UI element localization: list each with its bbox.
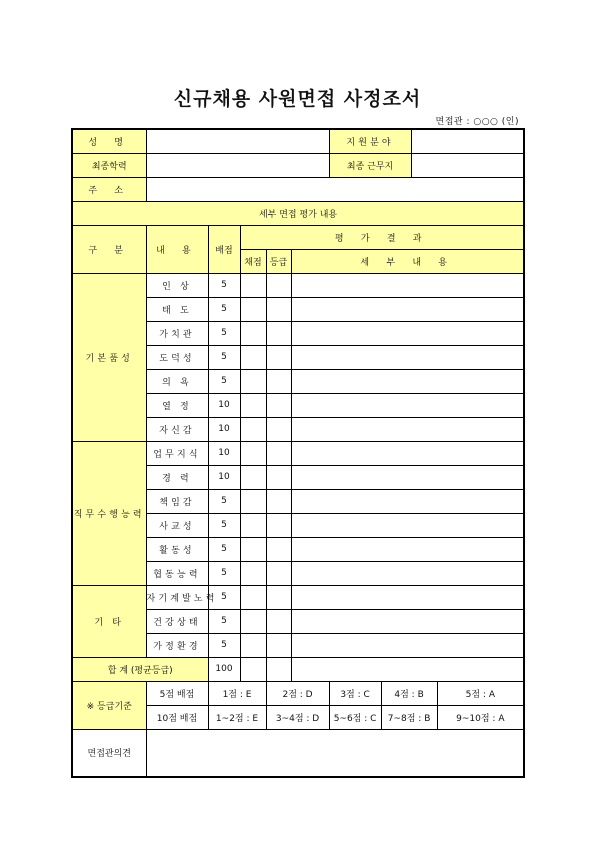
address-label: 주 소 [72,177,146,201]
grade-cell[interactable] [266,465,291,489]
detail-cell[interactable] [291,537,524,561]
score-cell[interactable] [240,369,266,393]
criteria-cell: 4점 : B [381,681,437,705]
score-cell[interactable] [240,321,266,345]
detail-cell[interactable] [291,417,524,441]
grade-cell[interactable] [266,609,291,633]
grade-cell[interactable] [266,633,291,657]
group-label: 직무수행능력 [72,441,146,585]
item-label: 자신감 [146,417,208,441]
item-points: 5 [208,297,240,321]
detail-cell[interactable] [291,609,524,633]
criteria-cell: 5~6점 : C [329,705,381,729]
grade-header: 등급 [266,249,291,273]
grade-cell[interactable] [266,513,291,537]
address-field[interactable] [146,177,524,201]
item-points: 5 [208,633,240,657]
table-row [72,441,524,465]
content-header: 내 용 [146,225,208,273]
item-points: 10 [208,441,240,465]
field-input[interactable] [411,129,524,153]
total-points: 100 [208,657,240,681]
item-label: 가정환경 [146,633,208,657]
item-points: 5 [208,345,240,369]
grade-cell[interactable] [266,561,291,585]
item-label: 의 욕 [146,369,208,393]
group-label: 기 타 [72,585,146,657]
name-field[interactable] [146,129,329,153]
item-points: 5 [208,561,240,585]
score-cell[interactable] [240,393,266,417]
score-cell[interactable] [240,345,266,369]
item-points: 10 [208,417,240,441]
grade-cell[interactable] [266,585,291,609]
group-label: 기본품성 [72,273,146,441]
score-header: 채점 [240,249,266,273]
detail-header: 세 부 내 용 [291,249,524,273]
item-label: 건강상태 [146,609,208,633]
detail-cell[interactable] [291,513,524,537]
education-label: 최종학력 [72,153,146,177]
item-points: 5 [208,273,240,297]
item-points: 5 [208,321,240,345]
item-label: 자기계발노력 [146,585,208,609]
detail-cell[interactable] [291,273,524,297]
criteria-cell: 3점 : C [329,681,381,705]
criteria-cell: 5점 배점 [146,681,208,705]
grade-cell[interactable] [266,393,291,417]
criteria-cell: 2점 : D [266,681,329,705]
item-points: 5 [208,369,240,393]
score-cell[interactable] [240,585,266,609]
detail-cell[interactable] [291,489,524,513]
opinion-label: 면접관의견 [72,729,146,777]
grade-criteria-label: ※ 등급기준 [72,681,146,729]
opinion-field[interactable] [146,729,524,777]
interviewer-signature: 면접관 : ○○○ (인) [435,117,519,127]
grade-cell[interactable] [266,345,291,369]
detail-cell[interactable] [291,297,524,321]
grade-cell[interactable] [266,273,291,297]
detail-cell[interactable] [291,369,524,393]
table-row [72,273,524,297]
total-detail[interactable] [291,657,524,681]
workplace-field[interactable] [411,153,524,177]
score-cell[interactable] [240,609,266,633]
score-cell[interactable] [240,537,266,561]
criteria-cell: 3~4점 : D [266,705,329,729]
table-row [72,585,524,609]
item-points: 5 [208,489,240,513]
score-cell[interactable] [240,561,266,585]
item-points: 5 [208,513,240,537]
criteria-cell: 1~2점 : E [208,705,266,729]
grade-cell[interactable] [266,441,291,465]
detail-cell[interactable] [291,441,524,465]
criteria-cell: 7~8점 : B [381,705,437,729]
score-cell[interactable] [240,489,266,513]
item-label: 활동성 [146,537,208,561]
detail-cell[interactable] [291,393,524,417]
item-points: 5 [208,585,240,609]
score-cell[interactable] [240,273,266,297]
workplace-label: 최종 근무지 [329,153,411,177]
name-label: 성 명 [72,129,146,153]
field-label: 지원분야 [329,129,411,153]
item-label: 열 정 [146,393,208,417]
item-label: 사교성 [146,513,208,537]
item-label: 협동능력 [146,561,208,585]
item-label: 업무지식 [146,441,208,465]
score-cell[interactable] [240,441,266,465]
score-cell[interactable] [240,513,266,537]
item-points: 10 [208,393,240,417]
item-label: 가치관 [146,321,208,345]
section-title: 세부 면접 평가 내용 [72,201,524,225]
criteria-cell: 9~10점 : A [437,705,524,729]
score-cell[interactable] [240,417,266,441]
detail-cell[interactable] [291,345,524,369]
result-header: 평 가 결 과 [240,225,524,249]
score-cell[interactable] [240,633,266,657]
education-field[interactable] [146,153,329,177]
evaluation-form [71,128,525,778]
item-label: 책임감 [146,489,208,513]
item-points: 10 [208,465,240,489]
detail-cell[interactable] [291,321,524,345]
total-score[interactable] [240,657,266,681]
points-header: 배점 [208,225,240,273]
grade-cell[interactable] [266,537,291,561]
item-label: 도덕성 [146,345,208,369]
criteria-cell: 10점 배점 [146,705,208,729]
score-cell[interactable] [240,465,266,489]
detail-cell[interactable] [291,561,524,585]
detail-cell[interactable] [291,465,524,489]
grade-cell[interactable] [266,297,291,321]
item-points: 5 [208,609,240,633]
item-label: 태 도 [146,297,208,321]
detail-cell[interactable] [291,585,524,609]
page-title: 신규채용 사원면접 사정조서 [173,88,422,110]
category-header: 구 분 [72,225,146,273]
criteria-cell: 5점 : A [437,681,524,705]
grade-cell[interactable] [266,489,291,513]
grade-cell[interactable] [266,321,291,345]
item-points: 5 [208,537,240,561]
total-label: 합 계 (평균등급) [72,657,208,681]
total-grade[interactable] [266,657,291,681]
detail-cell[interactable] [291,633,524,657]
score-cell[interactable] [240,297,266,321]
grade-cell[interactable] [266,417,291,441]
item-label: 인 상 [146,273,208,297]
grade-cell[interactable] [266,369,291,393]
item-label: 경 력 [146,465,208,489]
criteria-cell: 1점 : E [208,681,266,705]
